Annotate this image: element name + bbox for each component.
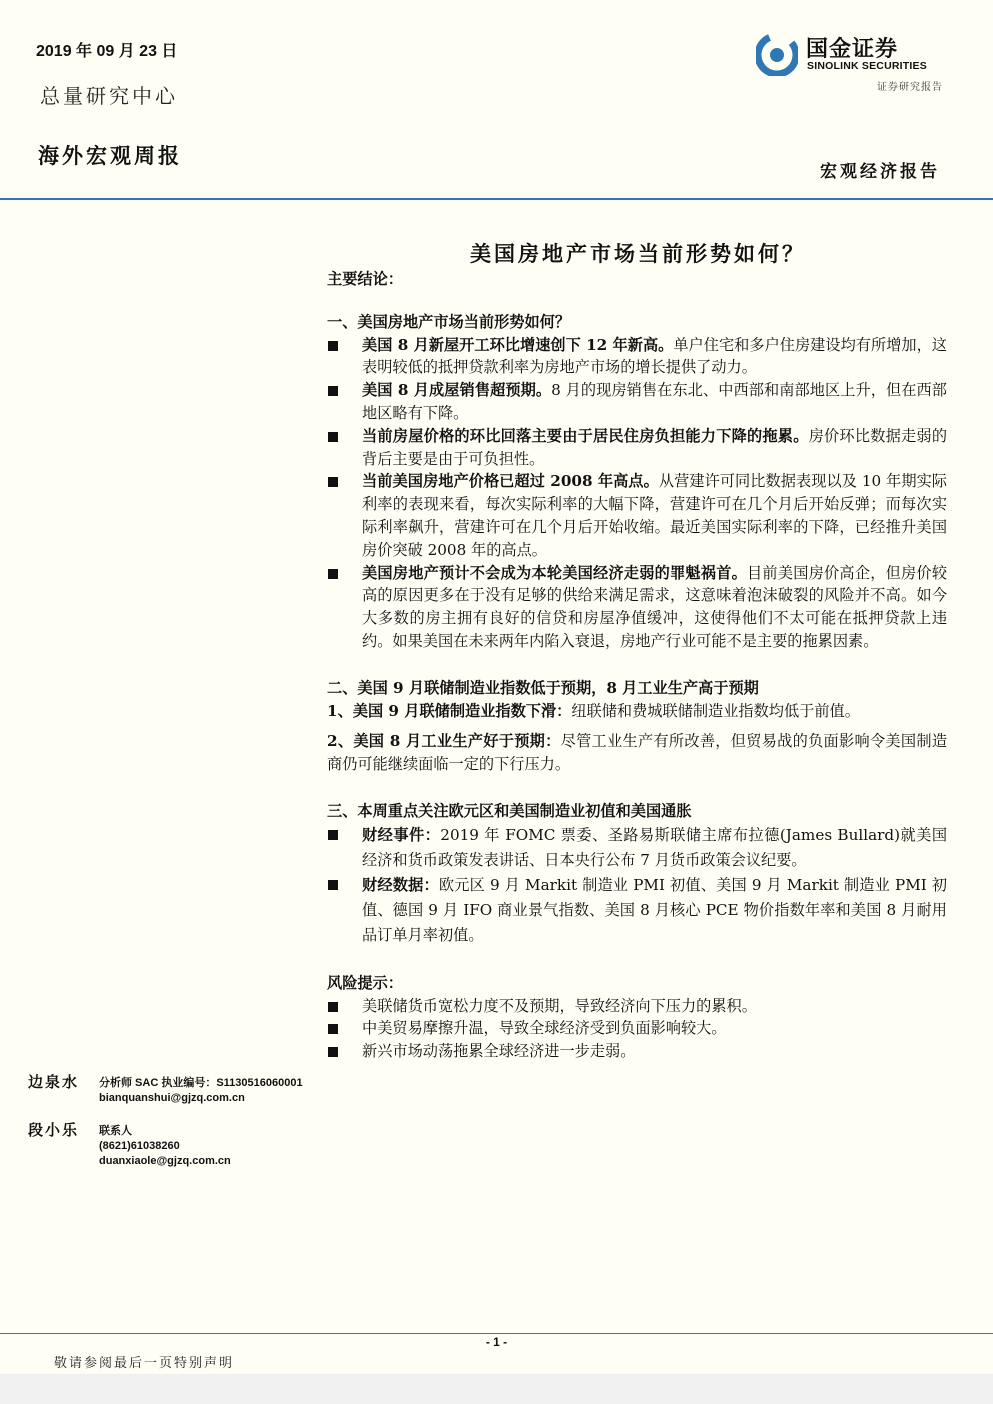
risk-heading: 风险提示：	[327, 973, 403, 992]
author-email[interactable]: duanxiaole@gjzq.com.cn	[99, 1155, 231, 1167]
s1-bullet-text: 8 月的现房销售在东北、中西部和南部地区上升，但在西部地区略有下降。	[362, 381, 947, 422]
report-series: 海外宏观周报	[38, 143, 182, 168]
logo-mark-icon	[756, 34, 798, 76]
header-divider	[0, 198, 993, 200]
department: 总量研究中心	[40, 84, 178, 108]
report-date: 2019 年 09 月 23 日	[36, 43, 178, 60]
s2-item	[327, 730, 947, 776]
s3-bullet-lead: 财经事件：	[362, 825, 441, 844]
s1-bullet-text: 从营建许可同比数据表现以及 10 年期实际利率的表现来看，每次实际利率的大幅下降，营建许可在几个月后开始反弹；而每次实际利率飙升，营建许可在几个月后开始收缩。最近美国实际利率的下降，已经推升美国房价突破 2008 年的高点。	[362, 472, 947, 559]
s3-bullet-text: 2019 年 FOMC 票委、圣路易斯联储主席布拉德(James Bullard)就美国经济和货币政策发表讲话、日本央行公布 7 月货币政策会议纪要。	[362, 825, 948, 869]
risk-bullet: 美联储货币宽松力度不及预期，导致经济向下压力的累积。	[327, 995, 947, 1018]
logo-subtitle: 证券研究报告	[877, 82, 943, 93]
s3-bullet	[327, 823, 947, 873]
s2-item-lead: 1、美国 9 月联储制造业指数下滑：	[327, 701, 572, 720]
author-name: 边泉水	[28, 1073, 80, 1091]
s1-bullet-lead: 当前房屋价格的环比回落主要由于居民住房负担能力下降的拖累。	[362, 426, 809, 445]
risk-bullet: 中美贸易摩擦升温，导致全球经济受到负面影响较大。	[327, 1017, 947, 1040]
author-name: 段小乐	[28, 1121, 80, 1139]
bottom-strip	[0, 1374, 993, 1404]
s2-item-text: 尽管工业生产有所改善，但贸易战的负面影响令美国制造商仍可能继续面临一定的下行压力。	[327, 732, 948, 774]
logo-text-cn: 国金证券	[806, 37, 899, 62]
main-content	[327, 268, 947, 1063]
section-3-heading: 三、本周重点关注欧元区和美国制造业初值和美国通胀	[327, 801, 692, 820]
s2-item	[327, 700, 947, 723]
s3-bullet-lead: 财经数据：	[362, 875, 439, 894]
s1-bullet	[327, 470, 947, 561]
s1-bullet	[327, 334, 947, 380]
page-number: - 1 -	[485, 1335, 508, 1349]
s1-bullet-text: 单户住宅和多户住房建设均有所增加，这表明较低的抵押贷款利率为房地产市场的增长提供了动力。	[362, 335, 947, 377]
s1-bullet-text: 房价环比数据走弱的背后主要是由于可负担性。	[362, 426, 948, 468]
company-logo	[756, 32, 946, 94]
author-role: 联系人	[99, 1125, 132, 1137]
author-info	[99, 1076, 303, 1106]
report-title: 美国房地产市场当前形势如何？	[470, 241, 806, 266]
s1-bullet	[327, 562, 947, 653]
author-info	[99, 1124, 231, 1169]
s3-bullet	[327, 873, 947, 948]
section-2-heading: 二、美国 9 月联储制造业指数低于预期，8 月工业生产高于预期	[327, 678, 759, 697]
s3-bullet-text: 欧元区 9 月 Markit 制造业 PMI 初值、美国 9 月 Markit 制造业 PMI 初值、德国 9 月 IFO 商业景气指数、美国 8 月核心 PCE 物价指数年率和美国 8 月耐用品订单月率初值。	[362, 875, 948, 944]
conclusion-label: 主要结论：	[327, 270, 403, 288]
s2-item-lead: 2、美国 8 月工业生产好于预期：	[327, 732, 561, 751]
report-type: 宏观经济报告	[820, 162, 940, 182]
author-email[interactable]: bianquanshui@gjzq.com.cn	[99, 1092, 245, 1104]
footer-divider	[0, 1333, 993, 1334]
author-phone: (8621)61038260	[99, 1140, 180, 1152]
risk-bullet: 新兴市场动荡拖累全球经济进一步走弱。	[327, 1040, 947, 1063]
s1-bullet	[327, 379, 947, 425]
s1-bullet	[327, 425, 947, 471]
s1-bullet-lead: 美国 8 月成屋销售超预期。	[362, 381, 552, 400]
disclaimer-note: 敬请参阅最后一页特别声明	[54, 1356, 235, 1371]
logo-text-en: SINOLINK SECURITIES	[807, 60, 927, 72]
s1-bullet-text: 目前美国房价高企，但房价较高的原因更多在于没有足够的供给来满足需求，这意味着泡沫破裂的风险并不高。如今大多数的房主拥有良好的信贷和房屋净值缓冲，这使得他们不太可能在抵押贷款上违约。如果美国在未来两年内陷入衰退，房地产行业可能不是主要的拖累因素。	[362, 563, 948, 650]
section-1-heading: 一、美国房地产市场当前形势如何？	[327, 312, 570, 331]
s1-bullet-lead: 美国 8 月新屋开工环比增速创下 12 年新高。	[362, 335, 674, 354]
s1-bullet-lead: 当前美国房地产价格已超过 2008 年高点。	[362, 472, 659, 491]
author-sac: 分析师 SAC 执业编号：S1130516060001	[99, 1077, 303, 1089]
s2-item-text: 纽联储和费城联储制造业指数均低于前值。	[571, 701, 860, 720]
s1-bullet-lead: 美国房地产预计不会成为本轮美国经济走弱的罪魁祸首。	[362, 563, 748, 582]
